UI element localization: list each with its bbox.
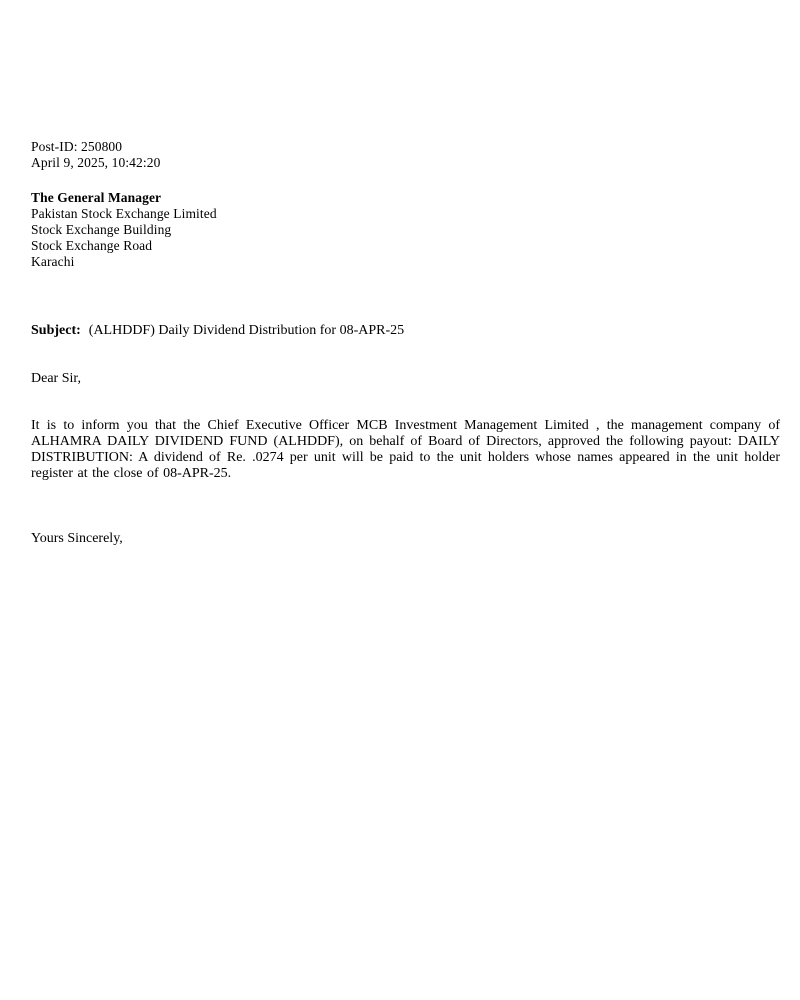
recipient-line: Stock Exchange Building [31,222,172,237]
recipient-address [31,190,780,270]
subject-label: Subject: [31,323,81,338]
recipient-line: Karachi [31,254,75,269]
recipient-line: Stock Exchange Road [31,238,153,253]
post-id: Post-ID: 250800 [31,139,123,154]
letter-body: It is to inform you that the Chief Executive Officer MCB Investment Management Limited , the management company of ALHAMRA DAILY DIVIDEND FUND (ALHDDF), on behalf of Board of Directors, approved the following payout: DAILY DISTRIBUTION: A dividend of Re. .0274 per unit will be paid to the unit holders whose names appeared in the unit holder register at the close of 08-APR-25. [31,418,780,481]
subject-line [31,322,780,339]
letter-meta [31,139,780,171]
recipient-name: The General Manager [31,190,162,205]
subject-text: (ALHDDF) Daily Dividend Distribution for 08-APR-25 [88,323,405,338]
closing: Yours Sincerely, [31,531,123,546]
recipient-line: Pakistan Stock Exchange Limited [31,206,217,221]
letter-datetime: April 9, 2025, 10:42:20 [31,155,161,170]
salutation: Dear Sir, [31,371,81,386]
